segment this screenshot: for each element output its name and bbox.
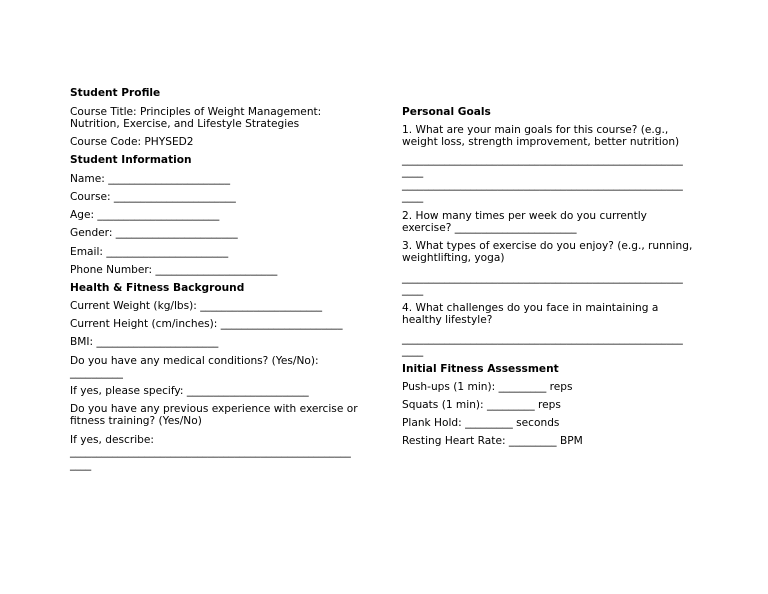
course-field: Course: _______________________ <box>70 191 236 203</box>
heart-rate-field: Resting Heart Rate: _________ BPM <box>402 435 583 447</box>
goals-question-3: 3. What types of exercise do you enjoy? (e.g., running, weightlifting, yoga) <box>402 240 693 265</box>
goals-question-2: 2. How many times per week do you currently exercise? _______________________ <box>402 210 647 235</box>
personal-goals-heading: Personal Goals <box>402 106 491 118</box>
goals-question-3-lines: _____________________________________________________ ____ <box>402 272 683 297</box>
goals-question-1-lines: _____________________________________________________ ____ _____________________________________________________ ____ <box>402 154 683 204</box>
age-field: Age: _______________________ <box>70 209 220 221</box>
student-information-heading: Student Information <box>70 154 192 166</box>
medical-specify-field: If yes, please specify: _______________________ <box>70 385 309 397</box>
email-field: Email: _______________________ <box>70 246 229 258</box>
student-profile-heading: Student Profile <box>70 87 161 99</box>
course-title: Course Title: Principles of Weight Management: Nutrition, Exercise, and Lifestyle Strategies <box>70 106 322 131</box>
bmi-field: BMI: _______________________ <box>70 336 219 348</box>
weight-field: Current Weight (kg/lbs): _______________________ <box>70 300 323 312</box>
gender-field: Gender: _______________________ <box>70 227 238 239</box>
squats-field: Squats (1 min): _________ reps <box>402 399 561 411</box>
name-field: Name: _______________________ <box>70 173 231 185</box>
goals-question-1: 1. What are your main goals for this course? (e.g., weight loss, strength improvement, better nutrition) <box>402 124 680 149</box>
experience-question: Do you have any previous experience with exercise or fitness training? (Yes/No) <box>70 403 358 428</box>
height-field: Current Height (cm/inches): _______________________ <box>70 318 343 330</box>
phone-field: Phone Number: _______________________ <box>70 264 278 276</box>
medical-conditions-question: Do you have any medical conditions? (Yes/No): __________ <box>70 355 319 380</box>
health-fitness-heading: Health & Fitness Background <box>70 282 245 294</box>
plank-field: Plank Hold: _________ seconds <box>402 417 560 429</box>
experience-describe-field: If yes, describe: _____________________________________________________ ____ <box>70 434 351 471</box>
goals-question-4: 4. What challenges do you face in maintaining a healthy lifestyle? <box>402 302 659 327</box>
pushups-field: Push-ups (1 min): _________ reps <box>402 381 573 393</box>
course-code: Course Code: PHYSED2 <box>70 136 194 148</box>
goals-question-4-lines: _____________________________________________________ ____ <box>402 333 683 358</box>
initial-fitness-assessment-heading: Initial Fitness Assessment <box>402 363 559 375</box>
